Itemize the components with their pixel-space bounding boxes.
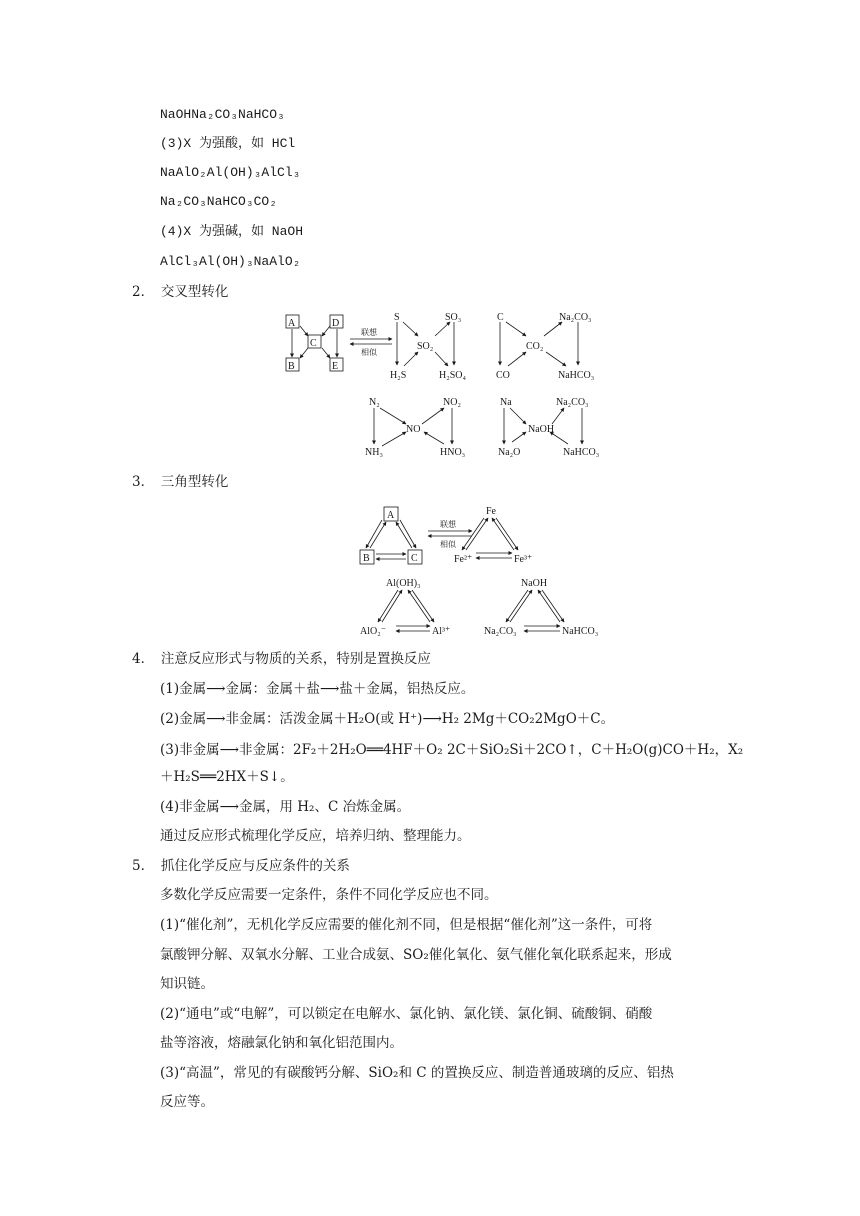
triangle-type-diagram [356, 500, 626, 640]
paragraph-line: (1)金属⟶金属：金属＋盐⟶盐＋金属，铝热反应。 [160, 681, 475, 697]
species-label: AlO₂⁻ [360, 626, 386, 637]
paragraph-line: 氯酸钾分解、双氧水分解、工业合成氨、SO₂催化氧化、氨气催化氧化联系起来，形成 [160, 947, 672, 963]
species-label: NO [406, 424, 421, 435]
arrow-label: 联想 [361, 328, 377, 337]
species-label: N₂ [369, 397, 380, 408]
paragraph-line: ＋H₂S══2HX＋S↓。 [160, 769, 294, 785]
paragraph-line: (1)“催化剂”，无机化学反应需要的催化剂不同，但是根据“催化剂”这一条件，可将 [160, 917, 653, 933]
species-label: SO₃ [445, 312, 462, 323]
species-label: Al³⁺ [432, 626, 451, 637]
box-label: E [332, 361, 339, 372]
species-label: S [394, 312, 400, 323]
species-label: Fe³⁺ [514, 554, 533, 565]
species-label: NO₂ [443, 397, 461, 408]
species-label: CO₂ [526, 341, 544, 352]
species-label: SO₂ [417, 341, 434, 352]
species-label: Na₂O [498, 447, 521, 458]
paragraph-line: (3)非金属⟶非金属：2F₂＋2H₂O══4HF＋O₂ 2C＋SiO₂Si＋2CO↑，C＋H₂O(g)CO＋H₂，X₂ [160, 742, 744, 758]
box-label: C [411, 553, 418, 564]
arrow-label: 相似 [440, 540, 456, 549]
species-label: Fe [486, 506, 496, 517]
section-heading: 2． 交叉型转化 [132, 284, 229, 300]
section-heading: 4． 注意反应形式与物质的关系，特别是置换反应 [132, 651, 431, 667]
paragraph-line: (4)非金属⟶金属，用 H₂、C 冶炼金属。 [160, 799, 411, 815]
species-label: NaHCO₃ [558, 370, 595, 381]
box-label: A [288, 318, 296, 329]
section-heading: 3． 三角型转化 [132, 474, 229, 490]
paragraph-line: (2)“通电”或“电解”，可以锁定在电解水、氯化钠、氯化镁、氯化铜、硫酸铜、硝酸 [160, 1006, 653, 1022]
paragraph-line: (3)“高温”，常见的有碳酸钙分解、SiO₂和 C 的置换反应、制造普通玻璃的反应、铝热 [160, 1065, 674, 1081]
paragraph-line: 知识链。 [160, 976, 214, 992]
text-line: (3)X 为强酸，如 HCl [160, 136, 296, 151]
species-label: Na₂CO₃ [484, 626, 517, 637]
text-line: NaAlO₂Al(OH)₃AlCl₃ [160, 165, 301, 180]
species-label: Na₂CO₃ [559, 312, 592, 323]
paragraph-line: 多数化学反应需要一定条件，条件不同化学反应也不同。 [160, 887, 498, 903]
species-label: H₂S [390, 370, 407, 381]
text-line: NaOHNa₂CO₃NaHCO₃ [160, 107, 285, 122]
paragraph-line: 盐等溶液，熔融氯化钠和氧化铝范围内。 [160, 1035, 403, 1051]
arrow-label: 联想 [440, 520, 456, 529]
species-label: NaHCO₃ [563, 447, 600, 458]
species-label: HNO₃ [440, 447, 466, 458]
species-label: Al(OH)₃ [386, 578, 421, 589]
species-label: Fe²⁺ [454, 554, 473, 565]
species-label: C [497, 312, 504, 323]
species-label: H₂SO₄ [439, 370, 466, 381]
paragraph-line: 反应等。 [160, 1094, 214, 1110]
paragraph-line: (2)金属⟶非金属：活泼金属＋H₂O(或 H⁺)⟶H₂ 2Mg＋CO₂2MgO＋C。 [160, 711, 615, 727]
species-label: Na [500, 397, 512, 408]
text-line: Na₂CO₃NaHCO₃CO₂ [160, 194, 278, 209]
species-label: Na₂CO₃ [556, 397, 589, 408]
arrow-label: 相似 [361, 348, 377, 357]
text-line: AlCl₃Al(OH)₃NaAlO₂ [160, 254, 301, 269]
paragraph-line: 通过反应形式梳理化学反应，培养归纳、整理能力。 [160, 828, 471, 844]
box-label: C [310, 338, 317, 349]
section-heading: 5． 抓住化学反应与反应条件的关系 [132, 858, 350, 874]
species-label: NH₃ [365, 447, 383, 458]
species-label: NaHCO₃ [562, 626, 599, 637]
box-label: B [288, 361, 295, 372]
box-label: D [332, 318, 340, 329]
species-label: NaOH [521, 578, 548, 589]
species-label: NaOH [528, 424, 555, 435]
species-label: CO [496, 370, 510, 381]
cross-type-diagram [282, 308, 622, 458]
box-label: A [387, 510, 395, 521]
box-label: B [363, 553, 370, 564]
text-line: (4)X 为强碱，如 NaOH [160, 224, 304, 239]
